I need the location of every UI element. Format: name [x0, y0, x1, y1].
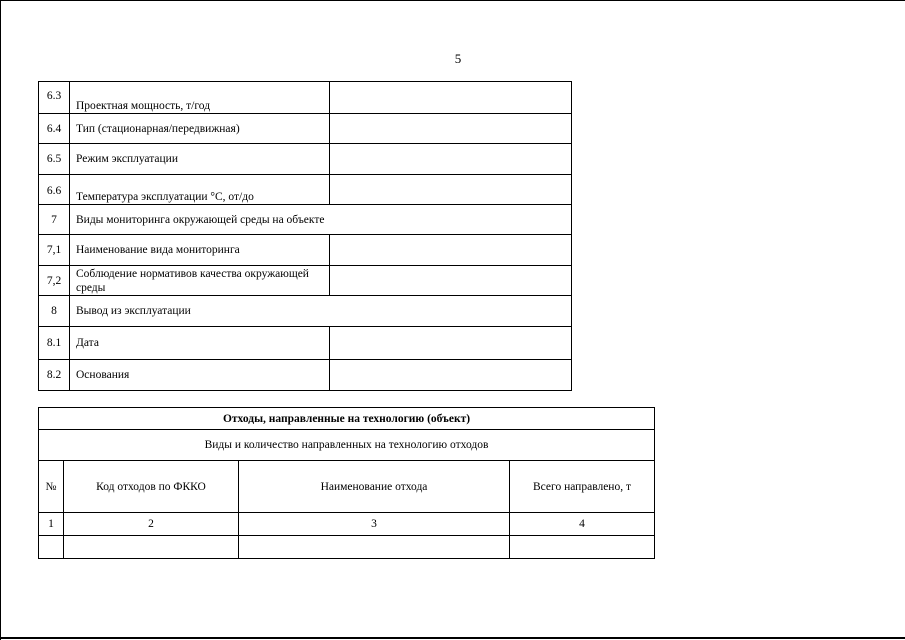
waste-technology-table	[38, 407, 655, 559]
row-label: Режим эксплуатации	[70, 144, 330, 175]
row-number: 7,2	[39, 266, 70, 296]
table-row	[39, 296, 572, 327]
object-details-table	[38, 81, 572, 391]
row-number: 6.5	[39, 144, 70, 175]
row-number: 8.1	[39, 327, 70, 360]
row-number: 6.6	[39, 175, 70, 205]
table-row	[39, 82, 572, 114]
row-value	[330, 175, 572, 205]
row-label: Соблюдение нормативов качества окружающей среды	[70, 266, 330, 296]
header-row	[39, 461, 655, 513]
empty-cell	[510, 536, 655, 559]
row-label: Наименование вида мониторинга	[70, 235, 330, 266]
table-row	[39, 360, 572, 391]
section-heading: Виды мониторинга окружающей среды на объекте	[70, 205, 572, 235]
page-number: 5	[454, 51, 462, 66]
row-number: 6.4	[39, 114, 70, 144]
empty-cell	[239, 536, 510, 559]
table-row	[39, 536, 655, 559]
table-row	[39, 266, 572, 296]
table-row	[39, 205, 572, 235]
column-index: 4	[510, 513, 655, 536]
column-index: 1	[39, 513, 64, 536]
row-value	[330, 82, 572, 114]
row-value	[330, 144, 572, 175]
row-value	[330, 114, 572, 144]
header-waste-name: Наименование отхода	[239, 461, 510, 513]
row-value	[330, 327, 572, 360]
row-label: Температура эксплуатации °С, от/до	[70, 175, 330, 205]
table-row	[39, 175, 572, 205]
table-title: Отходы, направленные на технологию (объект)	[39, 408, 655, 430]
row-number: 7,1	[39, 235, 70, 266]
empty-cell	[39, 536, 64, 559]
page-border-left	[0, 0, 1, 640]
row-label: Дата	[70, 327, 330, 360]
header-number: №	[39, 461, 64, 513]
page-border-top	[0, 0, 905, 1]
row-number: 7	[39, 205, 70, 235]
row-value	[330, 266, 572, 296]
row-label: Проектная мощность, т/год	[70, 82, 330, 114]
column-index: 3	[239, 513, 510, 536]
column-index-row	[39, 513, 655, 536]
row-value	[330, 360, 572, 391]
header-total-sent: Всего направлено, т	[510, 461, 655, 513]
row-label: Основания	[70, 360, 330, 391]
section-heading: Вывод из эксплуатации	[70, 296, 572, 327]
row-number: 8	[39, 296, 70, 327]
empty-cell	[64, 536, 239, 559]
table-row	[39, 114, 572, 144]
row-number: 6.3	[39, 82, 70, 114]
table-subtitle: Виды и количество направленных на технологию отходов	[39, 430, 655, 461]
row-number: 8.2	[39, 360, 70, 391]
table-row	[39, 327, 572, 360]
table-row	[39, 235, 572, 266]
row-label: Тип (стационарная/передвижная)	[70, 114, 330, 144]
row-value	[330, 235, 572, 266]
table-row	[39, 144, 572, 175]
header-fkko-code: Код отходов по ФККО	[64, 461, 239, 513]
page-border-bottom	[0, 637, 905, 639]
column-index: 2	[64, 513, 239, 536]
